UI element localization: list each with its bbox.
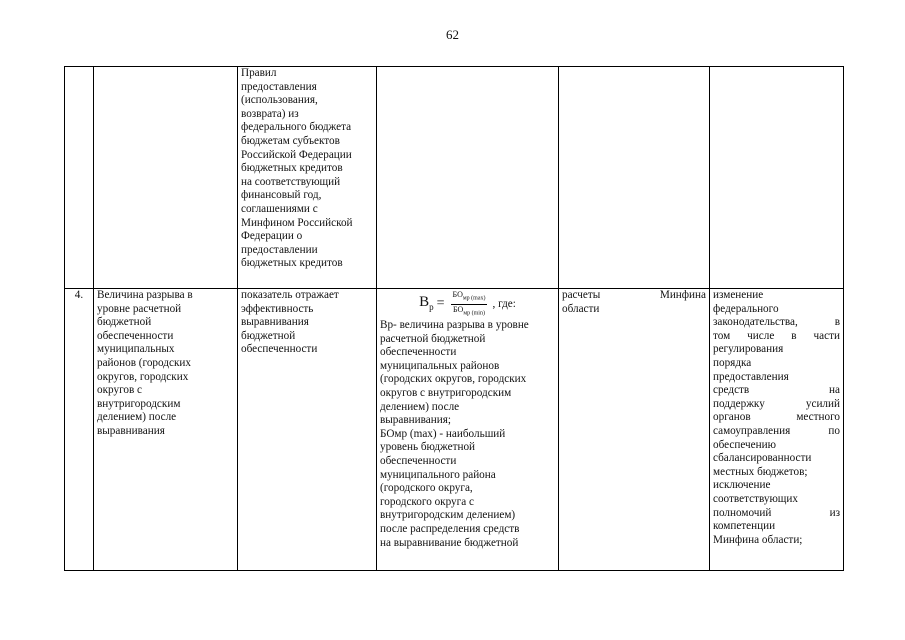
text-line: изменение [713, 289, 764, 301]
text-line: на соответствующий [241, 175, 341, 188]
text-line: том числе в части [713, 329, 840, 342]
text-line: районов (городских [97, 356, 191, 369]
text-line: поддержку усилий [713, 397, 840, 410]
text-line: возврата) из [241, 107, 299, 120]
text-line: выравнивания [97, 424, 165, 437]
text-line: Правил [241, 67, 277, 79]
cell-continuation-text [238, 67, 377, 289]
text-line: выравнивания; [380, 414, 451, 427]
formula-lhs: $B_р$ [419, 293, 434, 312]
indicators-table [64, 66, 844, 571]
text-line: округов, городских [97, 370, 189, 383]
text-line: обеспеченности [97, 329, 174, 342]
text-line: бюджетной [97, 316, 152, 329]
text-line: Bр- величина разрыва в уровне [380, 319, 529, 331]
text-line: обеспечению [713, 438, 776, 451]
text-line: Российской Федерации [241, 148, 352, 161]
text-line: предоставления [713, 370, 789, 383]
formula-eq: = [436, 296, 445, 311]
text-line: предоставлении [241, 243, 318, 256]
text-line: компетенции [713, 520, 776, 533]
text-line: внутригородским делением) [380, 509, 516, 522]
text-line: округов с [97, 384, 143, 397]
formula-denominator: $БО_{мр (min)}$ [453, 304, 485, 317]
text-line: регулирования [713, 343, 784, 356]
text-line: внутригородским [97, 397, 181, 410]
text-line: сбалансированности [713, 452, 812, 465]
cell-calc-empty [377, 67, 559, 289]
text-line: порядка [713, 356, 752, 369]
text-line: органов местного [713, 411, 840, 424]
text-line: Величина разрыва в [97, 289, 193, 301]
text-line: после распределения средств [380, 522, 520, 535]
text-line: соглашениями с [241, 202, 318, 215]
text-line: законодательства, в [713, 316, 840, 329]
text-line: бюджетных кредитов [241, 257, 343, 270]
text-line: Минфином Российской [241, 216, 353, 229]
text-line: федерального бюджета [241, 121, 352, 134]
page-number: 62 [446, 27, 459, 42]
text-line: показатель отражает [241, 289, 339, 301]
cell-changes-empty [710, 67, 844, 289]
cell-num-empty [65, 67, 94, 289]
text-line: федерального [713, 302, 779, 315]
text-line: муниципальных [97, 343, 175, 356]
text-line: БОмр (max) - наибольший [380, 427, 506, 440]
text-line: бюджетам субъектов [241, 134, 340, 147]
text-line: делением) после [97, 411, 177, 424]
text-line: эффективность [241, 302, 314, 315]
text-line: округов с внутригородским [380, 386, 512, 399]
text-line: на выравнивание бюджетной [380, 536, 519, 549]
indicator-name [94, 289, 238, 571]
indicator-description [238, 289, 377, 571]
formula [380, 289, 555, 319]
text-line: финансовый год, [241, 189, 322, 202]
source-right: Минфина [659, 289, 706, 301]
cell-name-empty [94, 67, 238, 289]
table-row-continuation [65, 67, 844, 289]
text-line: выравнивания [241, 316, 309, 329]
text-line: обеспеченности [241, 343, 318, 356]
text-line: Федерации о [241, 230, 303, 243]
cell-source-empty [559, 67, 710, 289]
text-line: местных бюджетов; [713, 465, 808, 478]
text-line: исключение [713, 479, 771, 492]
source-line2: области [562, 302, 600, 315]
calculation-text [380, 319, 555, 550]
text-line: (городского округа, [380, 482, 473, 495]
text-line: городского округа с [380, 495, 474, 508]
text-line: уровень бюджетной [380, 441, 476, 454]
formula-where: , где: [492, 298, 516, 310]
text-line: (городских округов, городских [380, 373, 527, 386]
table-row-4 [65, 289, 844, 571]
text-line: самоуправления по [713, 424, 840, 437]
calculation-method [377, 289, 559, 571]
text-line: уровне расчетной [97, 302, 182, 315]
text-line: муниципального района [380, 468, 496, 481]
source-left: расчеты [562, 289, 601, 301]
formula-fraction [451, 290, 488, 318]
text-line: обеспеченности [380, 346, 457, 359]
text-line: делением) после [380, 400, 460, 413]
text-line: полномочий из [713, 506, 840, 519]
text-line: бюджетных кредитов [241, 162, 343, 175]
changes-description [710, 289, 844, 571]
text-line: (использования, [241, 94, 318, 107]
row-number: 4. [65, 289, 94, 571]
data-source [559, 289, 710, 571]
text-line: предоставления [241, 80, 317, 93]
text-line: соответствующих [713, 492, 799, 505]
formula-numerator: $БО_{мр (max)}$ [451, 290, 488, 305]
text-line: бюджетной [241, 329, 296, 342]
text-line: обеспеченности [380, 454, 457, 467]
text-line: расчетной бюджетной [380, 332, 486, 345]
text-line: муниципальных районов [380, 359, 500, 372]
text-line: Минфина области; [713, 533, 803, 546]
text-line: средств на [713, 384, 840, 397]
